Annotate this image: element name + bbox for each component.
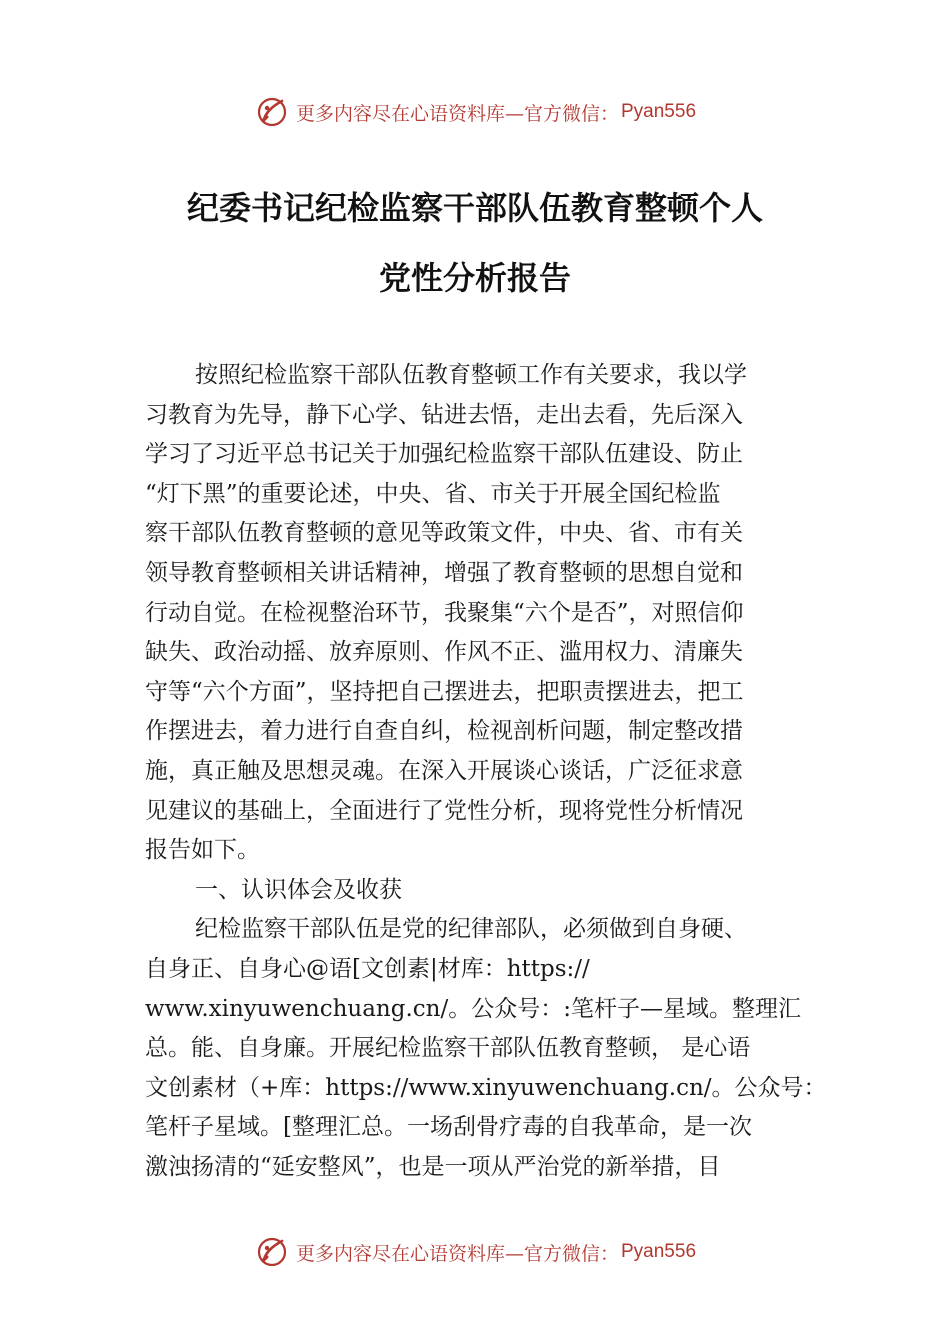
document-title-line-2: 党性分析报告 [378,259,571,297]
body-line: 总。能、自身廉。开展纪检监察干部队伍教育整顿， 是心语 [145,1035,751,1062]
body-line: 学习了习近平总书记关于加强纪检监察干部队伍建设、防止 [145,441,743,468]
body-line: 守等“六个方面”，坚持把自己摆进去，把职责摆进去，把工 [145,678,744,705]
body-line: 自身正、自身心@语[文创素|材库：https:// [145,955,590,982]
brush-logo-icon [254,94,290,130]
document-body [145,356,825,1187]
body-line: “灯下黑”的重要论述，中央、省、市关于开展全国纪检监 [145,480,721,507]
brush-logo-icon [254,1234,290,1270]
watermark-wechat-id: Pyan556 [621,1241,697,1262]
body-line: 纪检监察干部队伍是党的纪律部队，必须做到自身硬、 [195,916,747,943]
body-line: 缺失、政治动摇、放弃原则、作风不正、滥用权力、清廉失 [145,639,743,666]
watermark-wechat-id: Pyan556 [621,101,697,122]
body-line: 作摆进去，着力进行自查自纠，检视剖析问题，制定整改措 [145,718,743,745]
body-line: 习教育为先导，静下心学、钻进去悟，走出去看，先后深入 [145,401,743,428]
body-line: 激浊扬清的“延安整风”，也是一项从严治党的新举措，目 [145,1153,721,1180]
body-line: 施，真正触及思想灵魂。在深入开展谈心谈话，广泛征求意 [145,757,743,784]
body-line: 文创素材（+库：https://www.xinyuwenchuang.cn/。公众号： [145,1074,827,1101]
watermark-text: 更多内容尽在心语资料库—官方微信： [295,1242,619,1265]
body-line: 见建议的基础上，全面进行了党性分析，现将党性分析情况 [145,797,743,824]
watermark-header [0,92,950,132]
document-title-line-1: 纪委书记纪检监察干部队伍教育整顿个人 [186,189,763,227]
body-line: 报告如下。 [145,837,260,864]
body-line: 察干部队伍教育整顿的意见等政策文件，中央、省、市有关 [145,520,743,547]
section-heading: 一、认识体会及收获 [195,876,402,903]
watermark-footer [0,1232,950,1272]
body-line: 行动自觉。在检视整治环节，我聚集“六个是否”，对照信仰 [145,599,744,626]
watermark-text: 更多内容尽在心语资料库—官方微信： [295,102,619,125]
body-line: www.xinyuwenchuang.cn/。公众号：:笔杆子—星域。整理汇 [145,995,801,1022]
body-line: 按照纪检监察干部队伍教育整顿工作有关要求，我以学 [195,362,747,388]
body-line: 领导教育整顿相关讲话精神，增强了教育整顿的思想自觉和 [145,559,743,586]
body-line: 笔杆子星域。[整理汇总。一场刮骨疗毒的自我革命，是一次 [145,1114,752,1141]
